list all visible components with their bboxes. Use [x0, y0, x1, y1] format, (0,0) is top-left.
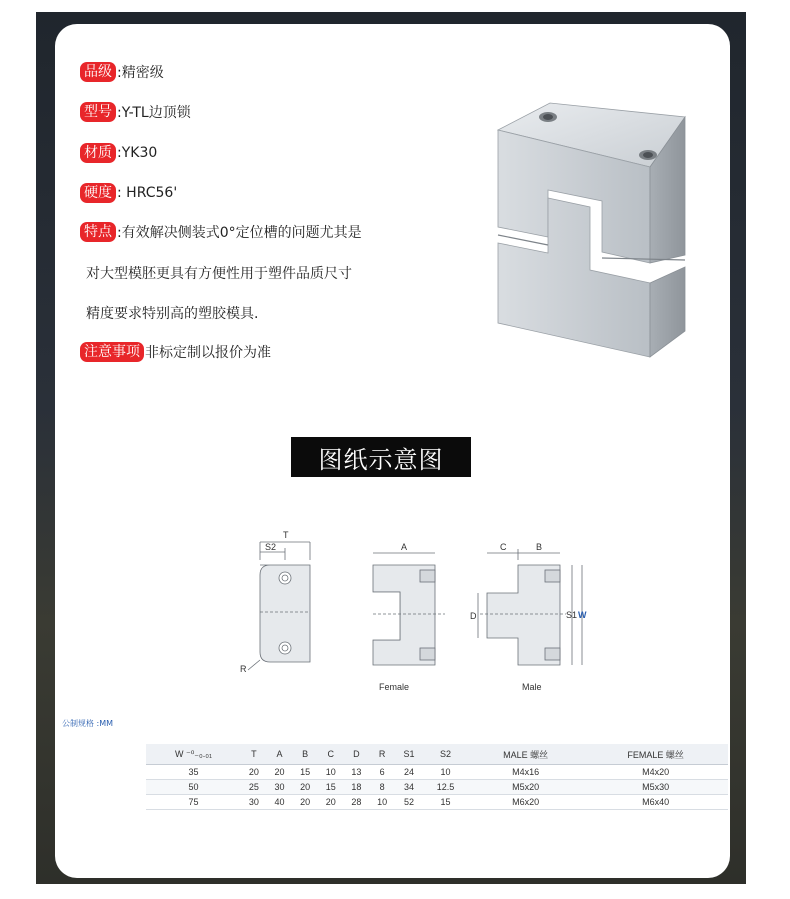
table-cell: M5x20: [468, 780, 583, 795]
table-cell: 75: [146, 795, 241, 810]
table-cell: 35: [146, 765, 241, 780]
table-cell: 10: [369, 795, 395, 810]
table-cell: 30: [267, 780, 293, 795]
header-r: R: [369, 744, 395, 765]
spec-table: [146, 744, 728, 810]
table-cell: 6: [369, 765, 395, 780]
table-cell: 20: [241, 765, 267, 780]
section-title: 图纸示意图: [291, 437, 471, 477]
header-t: T: [241, 744, 267, 765]
table-row: [146, 765, 728, 780]
label-a: A: [401, 542, 408, 552]
table-cell: 15: [318, 780, 344, 795]
table-header-row: [146, 744, 728, 765]
header-b: B: [292, 744, 318, 765]
product-image: [490, 95, 695, 360]
spec-hardness: [80, 182, 177, 204]
header-male-screw: MALE 螺丝: [468, 744, 583, 765]
header-female-screw: FEMALE 螺丝: [583, 744, 728, 765]
table-cell: 15: [423, 795, 468, 810]
spec-hardness-tag: 硬度: [80, 183, 116, 203]
spec-notice-value: 非标定制以报价为准: [145, 345, 271, 361]
header-a: A: [267, 744, 293, 765]
label-t: T: [283, 530, 289, 540]
table-cell: 15: [292, 765, 318, 780]
spec-feature: [80, 221, 362, 243]
table-cell: 10: [423, 765, 468, 780]
table-cell: 50: [146, 780, 241, 795]
spec-model: [80, 101, 191, 123]
label-female: Female: [379, 682, 410, 692]
table-cell: 52: [395, 795, 423, 810]
technical-drawing: [220, 520, 600, 700]
table-cell: 20: [267, 765, 293, 780]
label-b: B: [536, 542, 543, 552]
label-s1: S1: [566, 610, 578, 620]
spec-feature-tag: 特点: [80, 222, 116, 242]
spec-feature-line2: 对大型模胚更具有方便性用于塑件品质尺寸: [86, 266, 352, 282]
label-d: D: [470, 611, 477, 621]
label-s2: S2: [265, 542, 277, 552]
table-cell: M6x20: [468, 795, 583, 810]
unit-caption: 公制规格 :MM: [62, 719, 114, 728]
label-w: W: [578, 610, 587, 620]
female-view: [373, 553, 445, 665]
table-cell: 20: [292, 795, 318, 810]
table-cell: M4x20: [583, 765, 728, 780]
table-cell: 18: [344, 780, 370, 795]
spec-model-value: :Y-TL边顶锁: [117, 105, 191, 121]
spec-material-tag: 材质: [80, 143, 116, 163]
header-s2: S2: [423, 744, 468, 765]
label-r: R: [240, 664, 247, 674]
header-c: C: [318, 744, 344, 765]
spec-material: [80, 142, 157, 164]
spec-notice-tag: 注意事项: [80, 342, 144, 362]
spec-feature-value: :有效解决侧装式0°定位槽的问题尤其是: [117, 225, 362, 241]
table-cell: M5x30: [583, 780, 728, 795]
table-row: [146, 795, 728, 810]
label-male: Male: [522, 682, 542, 692]
side-view: [248, 542, 310, 670]
table-cell: 25: [241, 780, 267, 795]
table-row: [146, 780, 728, 795]
spec-material-value: :YK30: [117, 145, 158, 161]
table-cell: 34: [395, 780, 423, 795]
header-d: D: [344, 744, 370, 765]
spec-model-tag: 型号: [80, 102, 116, 122]
table-cell: 28: [344, 795, 370, 810]
table-cell: 30: [241, 795, 267, 810]
table-cell: M6x40: [583, 795, 728, 810]
table-cell: 12.5: [423, 780, 468, 795]
header-s1: S1: [395, 744, 423, 765]
table-cell: 20: [318, 795, 344, 810]
table-cell: 13: [344, 765, 370, 780]
spec-notice: [80, 341, 271, 363]
table-cell: 10: [318, 765, 344, 780]
spec-hardness-value: : HRC56': [117, 185, 178, 201]
table-cell: 20: [292, 780, 318, 795]
male-view: [478, 549, 582, 665]
table-cell: 8: [369, 780, 395, 795]
label-c: C: [500, 542, 507, 552]
table-cell: 24: [395, 765, 423, 780]
spec-grade: [80, 61, 164, 83]
spec-grade-value: :精密级: [117, 65, 164, 81]
table-cell: 40: [267, 795, 293, 810]
spec-feature-line3: 精度要求特别高的塑胶模具.: [86, 306, 259, 322]
spec-grade-tag: 品级: [80, 62, 116, 82]
table-cell: M4x16: [468, 765, 583, 780]
header-w: W ⁻⁰₋₀.₀₁: [146, 744, 241, 765]
